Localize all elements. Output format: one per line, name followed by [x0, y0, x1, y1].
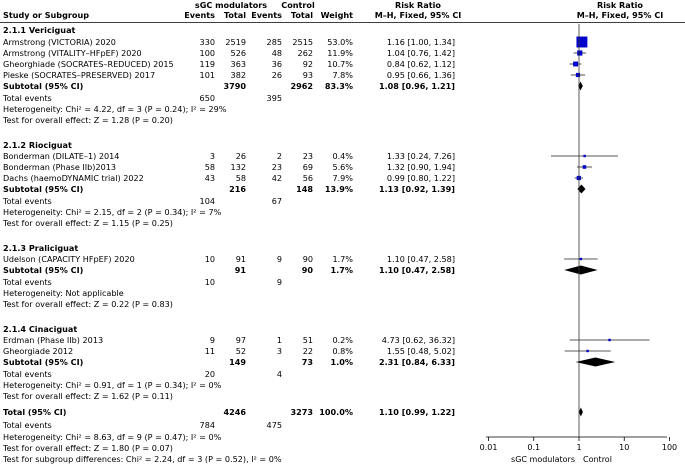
header-weight: Weight	[320, 10, 353, 20]
header-rr: Risk Ratio	[395, 0, 441, 10]
study-name: Udelson (CAPACITY HFpEF) 2020	[3, 254, 135, 264]
study-events2: 36	[271, 59, 282, 69]
study-square	[608, 339, 610, 341]
study-weight: 1.7%	[332, 254, 353, 264]
subtotal-weight: 1.0%	[330, 357, 353, 367]
study-total1: 526	[230, 48, 246, 58]
study-events1: 330	[199, 37, 215, 47]
study-name: Dachs (haemoDYNAMIC trial) 2022	[3, 173, 144, 183]
header-group1: sGC modulators	[194, 0, 268, 10]
header-events1: Events	[184, 10, 215, 20]
study-square	[576, 37, 587, 48]
study-total1: 26	[235, 151, 246, 161]
study-events1: 11	[204, 346, 215, 356]
total-total2: 3273	[290, 407, 313, 417]
subtotal-total1: 149	[229, 357, 246, 367]
x-tick-label: 0.01	[479, 443, 498, 452]
study-weight: 7.8%	[332, 70, 353, 80]
x-tick-label: 0.1	[527, 443, 541, 452]
total-events1: 104	[199, 196, 215, 206]
study-events2: 42	[271, 173, 282, 183]
study-events2: 3	[276, 346, 282, 356]
subgroup-title: 2.1.3 Praliciguat	[3, 243, 79, 253]
study-weight: 7.9%	[332, 173, 353, 183]
subtotal-ci: 1.08 [0.96, 1.21]	[378, 81, 455, 91]
subtotal-total2: 73	[301, 357, 313, 367]
study-square	[576, 73, 580, 77]
study-total1: 58	[235, 173, 246, 183]
study-events2: 9	[276, 254, 282, 264]
heterogeneity: Heterogeneity: Chi² = 0.91, df = 1 (P = 0.34); I² = 0%	[3, 380, 222, 390]
header-total2: Total	[290, 10, 313, 20]
study-events1: 100	[199, 48, 215, 58]
total-events1: 650	[199, 93, 215, 103]
study-name: Bonderman (DILATE–1) 2014	[3, 151, 120, 161]
header-study: Study or Subgroup	[3, 10, 90, 20]
study-ci: 1.10 [0.47, 2.58]	[386, 254, 455, 264]
x-tick-label: 1	[576, 443, 582, 452]
study-weight: 11.9%	[327, 48, 353, 58]
subtotal-total1: 3790	[223, 81, 246, 91]
study-total2: 69	[302, 162, 313, 172]
study-total2: 51	[302, 335, 313, 345]
study-total1: 97	[235, 335, 246, 345]
study-ci: 1.33 [0.24, 7.26]	[386, 151, 455, 161]
total-events-label: Total events	[3, 196, 52, 206]
study-total2: 92	[302, 59, 313, 69]
study-weight: 0.8%	[332, 346, 353, 356]
header-group2: Control	[281, 0, 315, 10]
favours-left: sGC modulators	[511, 455, 575, 464]
total-events1: 784	[199, 420, 215, 430]
study-square	[580, 258, 582, 260]
study-events2: 26	[271, 70, 282, 80]
subtotal-ci: 1.10 [0.47, 2.58]	[378, 265, 455, 275]
study-name: Pieske (SOCRATES–PRESERVED) 2017	[3, 70, 156, 80]
subtotal-diamond	[564, 266, 597, 275]
study-total2: 22	[302, 346, 313, 356]
subtotal-total2: 148	[296, 184, 313, 194]
subtotal-label: Subtotal (95% CI)	[3, 184, 84, 194]
study-weight: 53.0%	[327, 37, 353, 47]
study-name: Gheorghiade (SOCRATES–REDUCED) 2015	[3, 59, 174, 69]
favours-right: Control	[583, 455, 612, 464]
header-rr-method: M–H, Fixed, 95% CI	[374, 10, 462, 20]
study-name: Armstrong (VITALITY–HFpEF) 2020	[3, 48, 142, 58]
subtotal-total2: 90	[301, 265, 313, 275]
study-events2: 48	[271, 48, 282, 58]
total-heterogeneity: Heterogeneity: Chi² = 8.63, df = 9 (P = 0.47); I² = 0%	[3, 432, 222, 442]
x-tick-label: 10	[619, 443, 630, 452]
total-total1: 4246	[223, 407, 246, 417]
overall-effect: Test for overall effect: Z = 1.62 (P = 0.11)	[3, 391, 173, 401]
study-ci: 1.16 [1.00, 1.34]	[386, 37, 455, 47]
header-events2: Events	[251, 10, 282, 20]
total-events1: 10	[204, 277, 215, 287]
header-rr-plot: Risk Ratio	[597, 0, 643, 10]
subgroup-title: 2.1.1 Vericiguat	[3, 25, 76, 35]
study-square	[583, 165, 587, 169]
subgroup-title: 2.1.2 Riociguat	[3, 140, 72, 150]
study-events2: 1	[276, 335, 282, 345]
study-ci: 1.55 [0.48, 5.02]	[386, 346, 455, 356]
study-events1: 58	[204, 162, 215, 172]
subtotal-label: Subtotal (95% CI)	[3, 265, 84, 275]
subtotal-total1: 91	[234, 265, 246, 275]
study-total2: 23	[302, 151, 313, 161]
study-square	[577, 50, 582, 55]
study-total2: 56	[302, 173, 313, 183]
total-weight: 100.0%	[319, 407, 353, 417]
study-ci: 0.95 [0.66, 1.36]	[386, 70, 455, 80]
total-events-label: Total events	[3, 369, 52, 379]
subtotal-ci: 1.13 [0.92, 1.39]	[378, 184, 455, 194]
heterogeneity: Heterogeneity: Not applicable	[3, 288, 124, 298]
study-total1: 382	[230, 70, 246, 80]
study-total1: 91	[235, 254, 246, 264]
study-total2: 90	[302, 254, 313, 264]
header-rr-plot-method: M–H, Fixed, 95% CI	[576, 10, 664, 20]
study-ci: 1.32 [0.90, 1.94]	[386, 162, 455, 172]
subtotal-diamond	[577, 185, 585, 194]
x-tick-label: 100	[661, 443, 678, 452]
study-total1: 52	[235, 346, 246, 356]
study-name: Gheorgiade 2012	[3, 346, 74, 356]
total-events2: 475	[266, 420, 282, 430]
total-events2: 4	[276, 369, 282, 379]
subtotal-label: Subtotal (95% CI)	[3, 81, 84, 91]
study-total2: 2515	[292, 37, 313, 47]
subtotal-total1: 216	[229, 184, 246, 194]
study-events2: 2	[276, 151, 282, 161]
study-events1: 10	[204, 254, 215, 264]
study-name: Erdman (Phase IIb) 2013	[3, 335, 104, 345]
heterogeneity: Heterogeneity: Chi² = 2.15, df = 2 (P = 0.34); I² = 7%	[3, 207, 222, 217]
study-ci: 1.04 [0.76, 1.42]	[386, 48, 455, 58]
overall-effect: Test for overall effect: Z = 1.28 (P = 0.20)	[3, 115, 173, 125]
study-events1: 43	[204, 173, 215, 183]
study-events1: 101	[199, 70, 215, 80]
study-square	[583, 155, 585, 157]
study-events1: 9	[209, 335, 215, 345]
study-events2: 285	[266, 37, 282, 47]
study-square	[573, 62, 578, 67]
total-events2: 67	[271, 196, 282, 206]
subtotal-weight: 83.3%	[324, 81, 353, 91]
total-events-label: Total events	[3, 93, 52, 103]
study-total1: 363	[230, 59, 246, 69]
study-ci: 0.84 [0.62, 1.12]	[386, 59, 455, 69]
total-ci: 1.10 [0.99, 1.22]	[378, 407, 455, 417]
study-total2: 262	[297, 48, 313, 58]
study-total1: 132	[230, 162, 246, 172]
study-events2: 23	[271, 162, 282, 172]
study-weight: 10.7%	[327, 59, 353, 69]
study-total1: 2519	[225, 37, 246, 47]
total-events1: 20	[204, 369, 215, 379]
study-weight: 5.6%	[332, 162, 353, 172]
total-events-label: Total events	[3, 277, 52, 287]
subgroup-title: 2.1.4 Cinaciguat	[3, 324, 78, 334]
total-events2: 395	[266, 93, 282, 103]
subtotal-label: Subtotal (95% CI)	[3, 357, 84, 367]
total-label: Total (95% CI)	[3, 407, 67, 417]
overall-effect: Test for overall effect: Z = 1.15 (P = 0.25)	[3, 218, 173, 228]
subtotal-total2: 2962	[290, 81, 313, 91]
subtotal-ci: 2.31 [0.84, 6.33]	[378, 357, 455, 367]
subtotal-weight: 13.9%	[324, 184, 353, 194]
subgroup-differences: Test for subgroup differences: Chi² = 2.24, df = 3 (P = 0.52), I² = 0%	[3, 454, 282, 464]
study-name: Bonderman (Phase IIb)2013	[3, 162, 117, 172]
total-overall-effect: Test for overall effect: Z = 1.80 (P = 0.07)	[3, 443, 173, 453]
total-events-label: Total events	[3, 420, 52, 430]
study-weight: 0.4%	[332, 151, 353, 161]
header-total1: Total	[223, 10, 246, 20]
total-diamond	[579, 408, 583, 417]
total-events2: 9	[276, 277, 282, 287]
study-total2: 93	[302, 70, 313, 80]
study-weight: 0.2%	[332, 335, 353, 345]
study-ci: 0.99 [0.80, 1.22]	[386, 173, 455, 183]
study-events1: 3	[209, 151, 215, 161]
subtotal-diamond	[576, 358, 616, 367]
study-events1: 119	[199, 59, 215, 69]
study-name: Armstrong (VICTORIA) 2020	[3, 37, 116, 47]
heterogeneity: Heterogeneity: Chi² = 4.22, df = 3 (P = 0.24); I² = 29%	[3, 104, 227, 114]
overall-effect: Test for overall effect: Z = 0.22 (P = 0.83)	[3, 299, 173, 309]
study-ci: 4.73 [0.62, 36.32]	[381, 335, 455, 345]
subtotal-weight: 1.7%	[330, 265, 353, 275]
study-square	[586, 350, 588, 352]
